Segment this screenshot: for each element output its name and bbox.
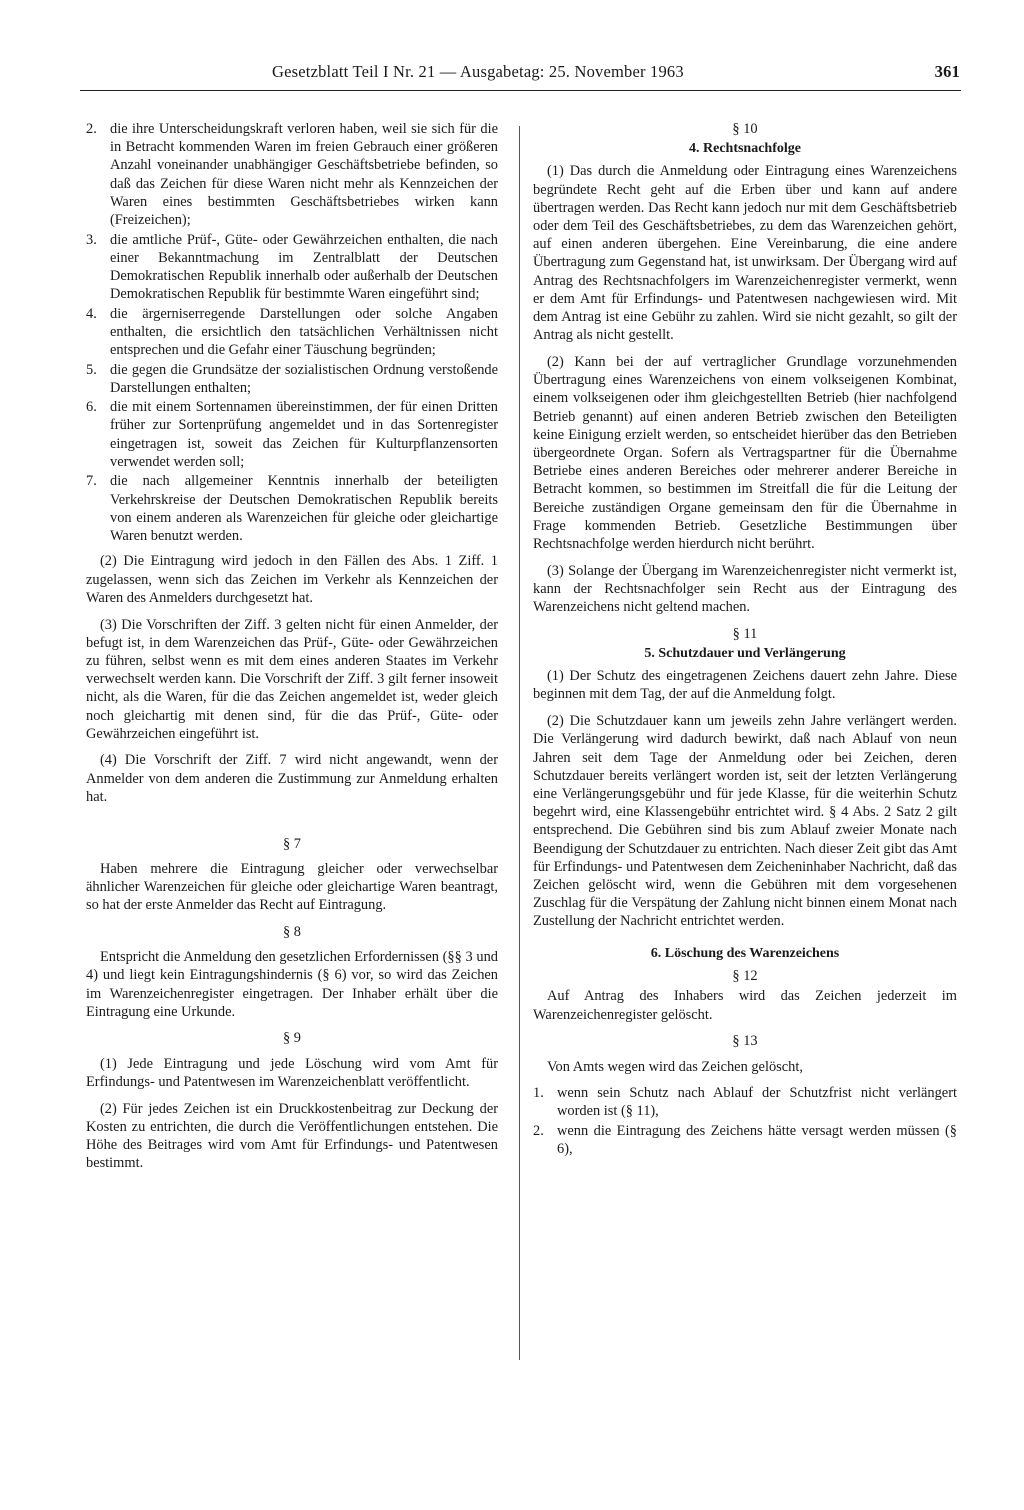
heading-loeschung: 6. Löschung des Warenzeichens bbox=[650, 946, 840, 962]
heading-rechtsnachfolge: 4. Rechtsnachfolge bbox=[689, 141, 801, 157]
section-11-para-1: (1) Der Schutz des eingetragenen Zeichens dauert zehn Jahre. Diese beginnen mit dem Tag, der auf die Anmeldung folgt. bbox=[533, 668, 957, 703]
item-text: die nach allgemeiner Kenntnis innerhalb der beteiligten Verkehrskreise der Deutschen Demokratischen Republik bereits von einem anderen als Warenzeichen für gleiche oder gleichartige Waren benutzt werden. bbox=[110, 473, 498, 544]
list-item bbox=[86, 361, 498, 397]
header-title: Gesetzblatt Teil I Nr. 21 — Ausgabetag: 25. November 1963 bbox=[272, 62, 684, 81]
item-number: 6. bbox=[86, 399, 97, 416]
list-item bbox=[86, 120, 498, 229]
section-8-text: Entspricht die Anmeldung den gesetzlichen Erfordernissen (§§ 3 und 4) und liegt kein Eintragungshindernis (§ 6) vor, so wird das Zeichen im Warenzeichenregister eingetragen. Der Inhaber erhält über die Eintragung eine Urkunde. bbox=[86, 949, 498, 1020]
column-divider bbox=[519, 126, 520, 1360]
list-item bbox=[86, 472, 498, 545]
section-10-title: § 10 bbox=[732, 121, 758, 137]
item-text: die gegen die Grundsätze der sozialistischen Ordnung verstoßende Darstellungen enthalten; bbox=[110, 361, 498, 396]
section-13-text: Von Amts wegen wird das Zeichen gelöscht, bbox=[547, 1058, 803, 1075]
section-12-title: § 12 bbox=[732, 968, 758, 985]
right-column bbox=[533, 120, 957, 1160]
section-11-para-2: (2) Die Schutzdauer kann um jeweils zehn Jahre verlängert werden. Die Verlängerung wird dadurch bewirkt, daß nach Ablauf von neun Jahren seit dem Tage der Anmeldung oder bei Zeichen, deren Schutzdauer bereits verlängert worden ist, seit der letzten Verlängerung eine Verlängerungsgebühr und für jede Klasse, für die weiterhin Schutz begehrt wird, eine Klassengebühr entrichtet wird. § 4 Abs. 2 Satz 2 gilt entsprechend. Die Gebühren sind bis zum Ablauf zweier Monate nach Beendigung der Schutzdauer zu entrichten. Nach dieser Zeit gibt das Amt für Erfindungs- und Patentwesen dem Zeicheninhaber Nachricht, daß das Zeichen gelöscht wird, wenn die Gebühren mit dem vorgesehenen Zuschlag für die Verspätung der Zahlung nicht binnen einem Monat nach Zustellung der Nachricht entrichtet werden. bbox=[533, 713, 957, 930]
section-12-text: Auf Antrag des Inhabers wird das Zeichen jederzeit im Warenzeichenregister gelöscht. bbox=[533, 988, 957, 1023]
section-8-title: § 8 bbox=[283, 923, 301, 940]
section-9-para-2: (2) Für jedes Zeichen ist ein Druckkostenbeitrag zur Deckung der Kosten zu entrichten, die durch die Veröffentlichungen entstehen. Die Höhe des Beitrages wird vom Amt für Erfindungs- und Patentwesen bestimmt. bbox=[86, 1100, 498, 1172]
item-text: die mit einem Sortennamen übereinstimmen, der für einen Dritten früher zur Sortenprüfung angemeldet und in das Sortenregister eingetragen ist, soweit das Zeichen für Kulturpflanzensorten verwendet werden soll; bbox=[110, 399, 498, 470]
section-11-title: § 11 bbox=[732, 625, 758, 642]
item-number: 5. bbox=[86, 361, 97, 378]
list-item bbox=[86, 305, 498, 360]
section-7-text: Haben mehrere die Eintragung gleicher oder verwechselbar ähnlicher Warenzeichen für gleiche oder gleichartige Waren beantragt, so hat der erste Anmelder das Recht auf Eintragung. bbox=[86, 860, 498, 914]
list-item bbox=[86, 231, 498, 304]
paragraph-4: (4) Die Vorschrift der Ziff. 7 wird nicht angewandt, wenn der Anmelder von dem anderen die Zustimmung zur Anmeldung erhalten hat. bbox=[86, 752, 498, 805]
header-rule bbox=[80, 90, 961, 91]
item-text: die ärgerniserregende Darstellungen oder solche Angaben enthalten, die ersichtlich den tatsächlichen Verhältnissen nicht entsprechen und die Gefahr einer Täuschung begründen; bbox=[110, 305, 498, 359]
section-9-para-1: (1) Jede Eintragung und jede Löschung wird vom Amt für Erfindungs- und Patentwesen im Warenzeichenblatt veröffentlicht. bbox=[86, 1055, 498, 1090]
section-13-title: § 13 bbox=[732, 1033, 758, 1050]
section-7-title: § 7 bbox=[283, 835, 301, 852]
paragraph-2: (2) Die Eintragung wird jedoch in den Fällen des Abs. 1 Ziff. 1 zugelassen, wenn sich das Zeichen im Verkehr als Kennzeichen der Waren des Anmelders durchgesetzt hat. bbox=[86, 553, 498, 606]
item-number: 7. bbox=[86, 473, 97, 490]
heading-schutzdauer: 5. Schutzdauer und Verlängerung bbox=[644, 645, 846, 661]
list-item bbox=[533, 1084, 957, 1120]
item-text: die ihre Unterscheidungskraft verloren haben, weil sie sich für die in Betracht kommenden Waren im freien Gebrauch einer größeren Anzahl voneinander unabhängiger Geschäftsbetriebe befinden, so daß das Zeichen für diese Waren nicht mehr als Kennzeichen der Waren eines bestimmten Geschäftsbetriebes wirken kann (Freizeichen); bbox=[110, 121, 498, 229]
section-9-title: § 9 bbox=[283, 1030, 301, 1047]
item-number: 3. bbox=[86, 231, 97, 248]
spacer bbox=[86, 815, 498, 827]
section-10-para-2: (2) Kann bei der auf vertraglicher Grundlage vorzunehmenden Übertragung eines Warenzeichens von einem volkseigenen Kombinat, einem volkseigenen oder ihm gleichgestellten Betrieb (hier nachfolgend Betrieb genannt) auf einen anderen Betrieb zwischen den Beteiligten keine Einigung erzielt werden, so entscheidet hierüber das den Betrieben übergeordnete Organ. Sofern als Vertragspartner für die Übernahme Betriebe eines anderen Bereiches oder mehrerer anderer Bereiche in Betracht kommen, so bestimmen im Streitfall die für die Leitung der Bereiche zuständigen Organe gemeinsam den für die Übernahme in Frage kommenden Betrieb. Gesetzliche Bestimmungen über Rechtsnachfolge werden hierdurch nicht berührt. bbox=[533, 353, 957, 552]
item-number: 4. bbox=[86, 305, 97, 322]
section-10-para-1: (1) Das durch die Anmeldung oder Eintragung eines Warenzeichens begründete Recht geht auf die Erben über und kann auf andere übertragen werden. Das Recht kann jedoch nur mit dem Geschäftsbetrieb oder dem Teil des Geschäftsbetriebes, zu dem das Warenzeichen gehört, auf einen anderen übergehen. Eine Vereinbarung, die eine andere Übertragung zum Gegenstand hat, ist unwirksam. Der Übergang wird auf Antrag des Rechtsnachfolgers im Warenzeichenregister vermerkt, wenn er dem Amt für Erfindungs- und Patentwesen nachgewiesen wird. Mit dem Antrag ist eine Gebühr zu zahlen. Wird sie nicht gezahlt, so gilt der Antrag als nicht gestellt. bbox=[533, 163, 957, 344]
section-10-para-3: (3) Solange der Übergang im Warenzeichenregister nicht vermerkt ist, kann der Rechtsnachfolger sein Recht aus der Eintragung des Warenzeichens nicht geltend machen. bbox=[533, 562, 957, 616]
item-text: wenn sein Schutz nach Ablauf der Schutzfrist nicht verlängert worden ist (§ 11), bbox=[557, 1085, 957, 1120]
item-number: 2. bbox=[86, 121, 97, 137]
item-number: 2. bbox=[533, 1122, 544, 1139]
left-column bbox=[86, 120, 498, 1181]
list-item bbox=[533, 1122, 957, 1158]
running-header bbox=[80, 62, 960, 86]
item-number: 1. bbox=[533, 1085, 544, 1102]
list-item bbox=[86, 398, 498, 471]
item-text: die amtliche Prüf-, Güte- oder Gewährzeichen enthalten, die nach einer Bekanntmachung im Zentralblatt der Deutschen Demokratischen Republik innerhalb oder außerhalb der Deutschen Demokratischen Republik für bestimmte Waren eingeführt sind; bbox=[110, 231, 498, 303]
item-text: wenn die Eintragung des Zeichens hätte versagt werden müssen (§ 6), bbox=[557, 1122, 957, 1158]
paragraph-3: (3) Die Vorschriften der Ziff. 3 gelten nicht für einen Anmelder, der befugt ist, in dem Warenzeichen das Prüf-, Güte- oder Gewährzeichen zu führen, selbst wenn es mit dem eines anderen Staates im Verkehr verwechselt werden kann. Die Vorschrift der Ziff. 3 gilt ferner insoweit nicht, als die Waren, für die das Zeichen angemeldet ist, weder gleich noch gleichartig mit denen sind, für die das Prüf-, Güte- oder Gewährzeichen eingeführt ist. bbox=[86, 616, 498, 742]
page-number: 361 bbox=[934, 62, 960, 81]
